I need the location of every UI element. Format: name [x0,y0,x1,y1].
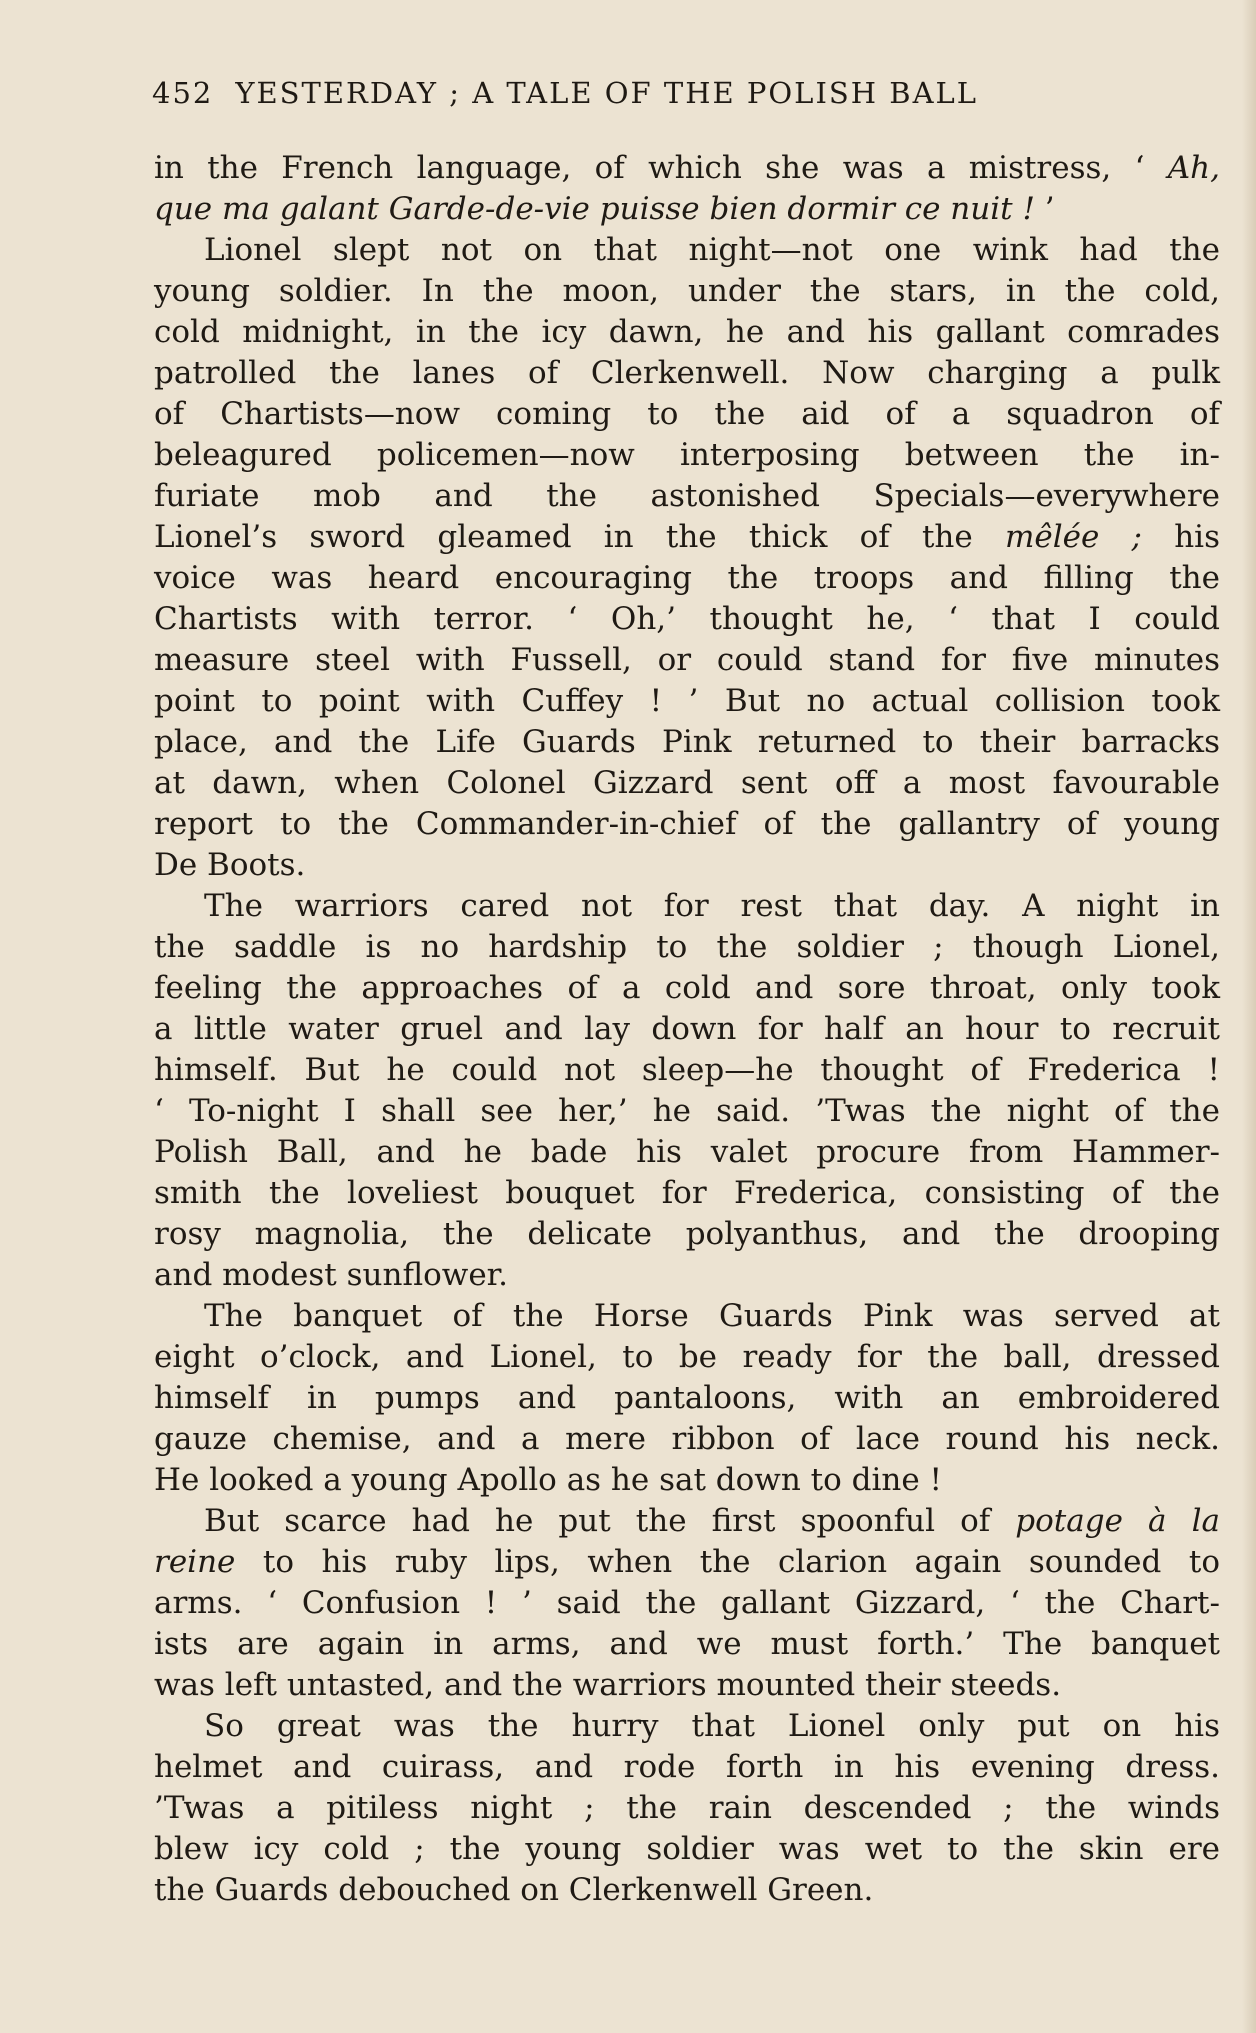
text-line: smith the loveliest bouquet for Frederica, consisting of the [154,1175,1220,1211]
text-line: ’Twas a pitiless night ; the rain descended ; the winds [154,1790,1220,1826]
text-line: The warriors cared not for rest that day. A night in [204,888,1220,924]
text-line: a little water gruel and lay down for half an hour to recruit [154,1011,1220,1047]
body-text [154,148,1220,1911]
text-line: himself in pumps and pantaloons, with an embroidered [154,1380,1220,1416]
text-line: The banquet of the Horse Guards Pink was served at [204,1298,1220,1334]
text-line: eight o’clock, and Lionel, to be ready for the ball, dressed [154,1339,1220,1375]
text-line: Lionel slept not on that night—not one wink had the [204,232,1220,268]
running-title: YESTERDAY ; A TALE OF THE POLISH BALL [235,76,979,110]
text-line: blew icy cold ; the young soldier was wet to the skin ere [154,1831,1220,1867]
text-line: was left untasted, and the warriors mounted their steeds. [154,1667,1062,1703]
text-line: the saddle is no hardship to the soldier ; though Lionel, [154,929,1220,965]
text-line: que ma galant Garde-de-vie puisse bien dormir ce nuit ! ’ [154,191,1055,227]
page-number: 452 [152,76,214,110]
text-line: beleagured policemen—now interposing between the in- [154,437,1220,473]
text-line: Chartists with terror. ‘ Oh,’ thought he, ‘ that I could [154,601,1220,637]
text-line: ists are again in arms, and we must forth.’ The banquet [154,1626,1220,1662]
text-line: rosy magnolia, the delicate polyanthus, and the drooping [154,1216,1220,1252]
text-line: himself. But he could not sleep—he thought of Frederica ! [154,1052,1220,1088]
page-edge [1242,0,1256,2033]
text-line: But scarce had he put the first spoonful of potage à la [204,1503,1220,1539]
text-line: Lionel’s sword gleamed in the thick of the mêlée ; his [154,519,1220,555]
text-line: arms. ‘ Confusion ! ’ said the gallant Gizzard, ‘ the Chart- [154,1585,1220,1621]
running-header [152,76,1152,110]
text-line: feeling the approaches of a cold and sore throat, only took [154,970,1220,1006]
text-line: gauze chemise, and a mere ribbon of lace round his neck. [154,1421,1220,1457]
text-line: patrolled the lanes of Clerkenwell. Now charging a pulk [154,355,1220,391]
text-line: measure steel with Fussell, or could stand for five minutes [154,642,1220,678]
text-line: cold midnight, in the icy dawn, he and his gallant comrades [154,314,1220,350]
text-line: young soldier. In the moon, under the stars, in the cold, [154,273,1220,309]
text-line: place, and the Life Guards Pink returned to their barracks [154,724,1220,760]
text-line: report to the Commander-in-chief of the gallantry of young [154,806,1220,842]
text-line: furiate mob and the astonished Specials—everywhere [154,478,1220,514]
text-line: helmet and cuirass, and rode forth in his evening dress. [154,1749,1220,1785]
text-line: point to point with Cuffey ! ’ But no actual collision took [154,683,1220,719]
text-line: voice was heard encouraging the troops and filling the [154,560,1220,596]
text-line: ‘ To-night I shall see her,’ he said. ’Twas the night of the [154,1093,1220,1129]
text-line: He looked a young Apollo as he sat down to dine ! [154,1462,943,1498]
text-line: of Chartists—now coming to the aid of a squadron of [154,396,1220,432]
text-line: Polish Ball, and he bade his valet procure from Hammer- [154,1134,1220,1170]
text-line: at dawn, when Colonel Gizzard sent off a most favourable [154,765,1220,801]
text-line: De Boots. [154,847,306,883]
text-line: in the French language, of which she was a mistress, ‘ Ah, [154,150,1220,186]
text-line: reine to his ruby lips, when the clarion again sounded to [154,1544,1220,1580]
text-line: and modest sunflower. [154,1257,508,1293]
text-line: So great was the hurry that Lionel only put on his [204,1708,1220,1744]
text-line: the Guards debouched on Clerkenwell Green. [154,1872,874,1908]
